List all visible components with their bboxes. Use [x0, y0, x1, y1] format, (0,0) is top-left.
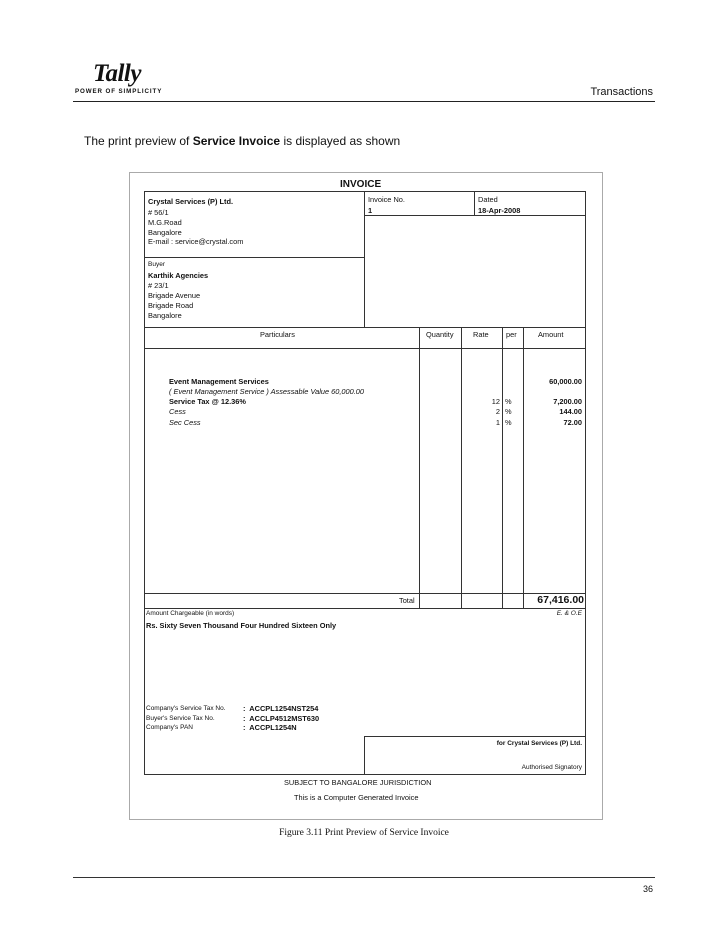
item-rate: 1: [495, 418, 500, 427]
figure-caption: Figure 3.11 Print Preview of Service Invoice: [279, 828, 449, 838]
page-number: 36: [642, 884, 653, 894]
item-rate: 12: [491, 397, 500, 406]
intro-after: is displayed as shown: [280, 134, 401, 148]
tax-value: : ACCPL1254NST254: [243, 704, 319, 713]
tax-label: Company's Service Tax No.: [146, 705, 226, 712]
item-amount: 144.00: [559, 407, 582, 416]
intro-bold: Service Invoice: [192, 134, 281, 148]
computer-generated-note: This is a Computer Generated Invoice: [294, 793, 419, 802]
signatory-box-top: [364, 736, 585, 737]
item-particulars: ( Event Management Service ) Assessable Value 60,000.00: [169, 387, 365, 396]
invoice-no-label: Invoice No.: [368, 195, 405, 204]
buyer-line: Brigade Road: [148, 301, 194, 310]
invoice-preview: [129, 172, 603, 820]
header-rule: [73, 101, 655, 102]
tax-value: : ACCLP4512MST630: [243, 714, 320, 723]
col-quantity: [419, 327, 420, 608]
buyer-name: Karthik Agencies: [148, 271, 209, 280]
buyer-line: Bangalore: [148, 311, 182, 320]
col-particulars-header: Particulars: [260, 330, 295, 339]
seller-line: # 56/1: [148, 208, 169, 217]
tax-label: Buyer's Service Tax No.: [146, 715, 215, 722]
item-per: %: [505, 407, 512, 416]
tax-value: : ACCPL1254N: [243, 723, 297, 732]
col-per: [502, 327, 503, 608]
item-particulars: Event Management Services: [169, 377, 269, 386]
footer-rule: [73, 877, 655, 878]
box-right: [585, 191, 586, 775]
logo-text: Tally: [93, 60, 141, 87]
seller-line: M.G.Road: [148, 218, 182, 227]
total-label: Total: [399, 596, 415, 605]
buyer-line: Brigade Avenue: [148, 291, 201, 300]
item-particulars: Service Tax @ 12.36%: [169, 397, 246, 406]
item-particulars: Sec Cess: [169, 418, 201, 427]
item-amount: 7,200.00: [553, 397, 582, 406]
col-amount: [523, 327, 524, 608]
amount-in-words: Rs. Sixty Seven Thousand Four Hundred Sixteen Only: [146, 621, 337, 630]
buyer-service-tax-no: ACCLP4512MST630: [249, 714, 320, 723]
logo-tagline: POWER OF SIMPLICITY: [75, 88, 163, 95]
tax-label: Company's PAN: [146, 724, 193, 731]
words-label: Amount Chargeable (in words): [146, 610, 235, 617]
buyer-divider: [144, 257, 364, 258]
col-rate-header: Rate: [473, 330, 489, 339]
table-header-rule: [144, 348, 585, 349]
total-amount: 67,416.00: [537, 594, 584, 606]
total-rule: [144, 593, 585, 594]
box-left: [144, 191, 145, 775]
seller-divider: [364, 191, 365, 327]
total-bottom-rule: [144, 608, 585, 609]
buyer-line: # 23/1: [148, 281, 169, 290]
company-pan: ACCPL1254N: [249, 723, 297, 732]
dated-value: 18-Apr-2008: [478, 206, 521, 215]
item-per: %: [505, 397, 512, 406]
section-title: Transactions: [590, 86, 653, 98]
intro-text: [84, 134, 400, 148]
col-per-header: per: [506, 330, 517, 339]
intro-before: The print preview of: [84, 134, 193, 148]
seller-email: E-mail : service@crystal.com: [148, 237, 244, 246]
for-company: for Crystal Services (P) Ltd.: [496, 740, 582, 747]
dated-divider: [474, 191, 475, 215]
company-service-tax-no: ACCPL1254NST254: [249, 704, 319, 713]
invoice-title: INVOICE: [340, 179, 382, 190]
col-rate: [461, 327, 462, 608]
item-rate: 2: [495, 407, 500, 416]
item-per: %: [505, 418, 512, 427]
dated-label: Dated: [478, 195, 498, 204]
eoe-label: E. & O.E: [556, 610, 582, 617]
buyer-label: Buyer: [148, 261, 165, 268]
item-particulars: Cess: [169, 407, 186, 416]
tally-logo: [73, 58, 183, 102]
seller-name: Crystal Services (P) Ltd.: [148, 197, 234, 206]
item-amount: 60,000.00: [549, 377, 582, 386]
seller-line: Bangalore: [148, 228, 182, 237]
table-top: [144, 327, 585, 328]
invno-divider: [364, 215, 585, 216]
box-bottom: [144, 774, 586, 775]
signatory-box-left: [364, 736, 365, 775]
invoice-no: 1: [368, 206, 373, 215]
item-amount: 72.00: [563, 418, 582, 427]
col-quantity-header: Quantity: [426, 330, 454, 339]
authorised-signatory: Authorised Signatory: [521, 764, 582, 771]
jurisdiction-note: SUBJECT TO BANGALORE JURISDICTION: [284, 778, 432, 787]
col-amount-header: Amount: [538, 330, 564, 339]
